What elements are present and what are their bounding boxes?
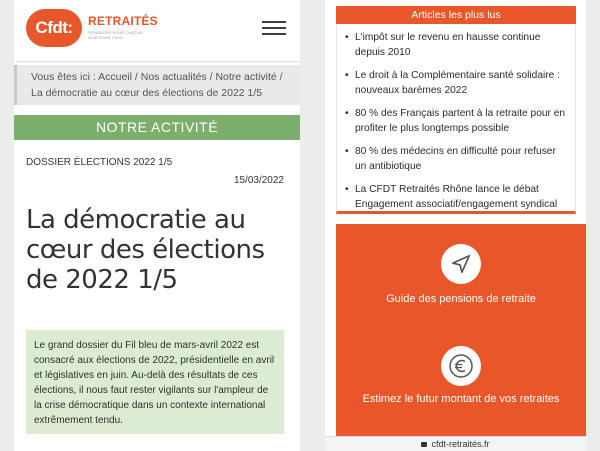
brand-name: RETRAITÉS xyxy=(88,14,158,28)
article-kicker: DOSSIER ÉLECTIONS 2022 1/5 xyxy=(26,157,173,168)
article-date: 15/03/2022 xyxy=(233,175,284,186)
popular-item[interactable]: • 80 % des médecins en difficulté pour refuser un antibiotique xyxy=(345,144,567,174)
retirement-estimate-link[interactable]: Estimez le futur montant de vos retraites xyxy=(362,393,560,405)
browser-url-bar[interactable] xyxy=(325,436,586,451)
popular-item[interactable]: • 80 % des Français partent à la retraite pour en profiter le plus longtemps possible xyxy=(345,106,567,136)
breadcrumb xyxy=(14,65,300,105)
breadcrumb-prefix: Vous êtes ici : xyxy=(31,71,99,83)
tools-box xyxy=(336,224,586,451)
breadcrumb-separator: / xyxy=(276,71,283,83)
cfdt-logo[interactable]: Cfdt: xyxy=(26,9,82,47)
breadcrumb-current: La démocratie au cœur des élections de 2022 1/5 xyxy=(31,87,263,99)
section-title-bar: NOTRE ACTIVITÉ xyxy=(14,115,300,140)
article-title: La démocratie au cœur des élections de 2022 1/5 xyxy=(26,205,265,295)
article-lead: Le grand dossier du Fil bleu de mars-avril 2022 est consacré aux élections de 2022, présidentielle en avril et législatives en juin. Au-delà des résultats de ces élections, il nous faut rester vigilants sur l'ampleur de la crise démocratique dans un contexte international extrêmement tendu. xyxy=(26,330,284,434)
article-panel xyxy=(14,0,300,451)
popular-item[interactable]: • La CFDT Retraités Rhône lance le débat Engagement associatif/engagement syndical xyxy=(345,182,567,212)
sidebar-panel xyxy=(325,0,586,451)
navigation-arrow-icon[interactable] xyxy=(441,244,481,284)
popular-item[interactable]: • L'impôt sur le revenu en hausse continue depuis 2010 xyxy=(345,30,567,60)
popular-list xyxy=(336,24,576,214)
breadcrumb-activity-link[interactable]: Notre activité xyxy=(215,71,277,83)
site-header xyxy=(14,0,300,62)
popular-heading: Articles les plus lus xyxy=(336,6,576,24)
browser-url: cfdt-retraités.fr xyxy=(431,439,490,449)
euro-icon[interactable] xyxy=(441,346,481,386)
brand-tagline: S'ENGAGER POUR CHACUN AGIR POUR TOUS xyxy=(88,30,143,40)
lock-icon xyxy=(421,442,427,447)
popular-item[interactable]: • Le droit à la Complémentaire santé solidaire : nouveaux barèmes 2022 xyxy=(345,68,567,98)
pension-guide-link[interactable]: Guide des pensions de retraite xyxy=(386,293,536,305)
breadcrumb-home-link[interactable]: Accueil xyxy=(98,71,132,83)
breadcrumb-separator: / xyxy=(131,71,141,83)
menu-icon[interactable] xyxy=(262,21,286,37)
breadcrumb-news-link[interactable]: Nos actualités xyxy=(140,71,207,83)
breadcrumb-separator: / xyxy=(206,71,216,83)
